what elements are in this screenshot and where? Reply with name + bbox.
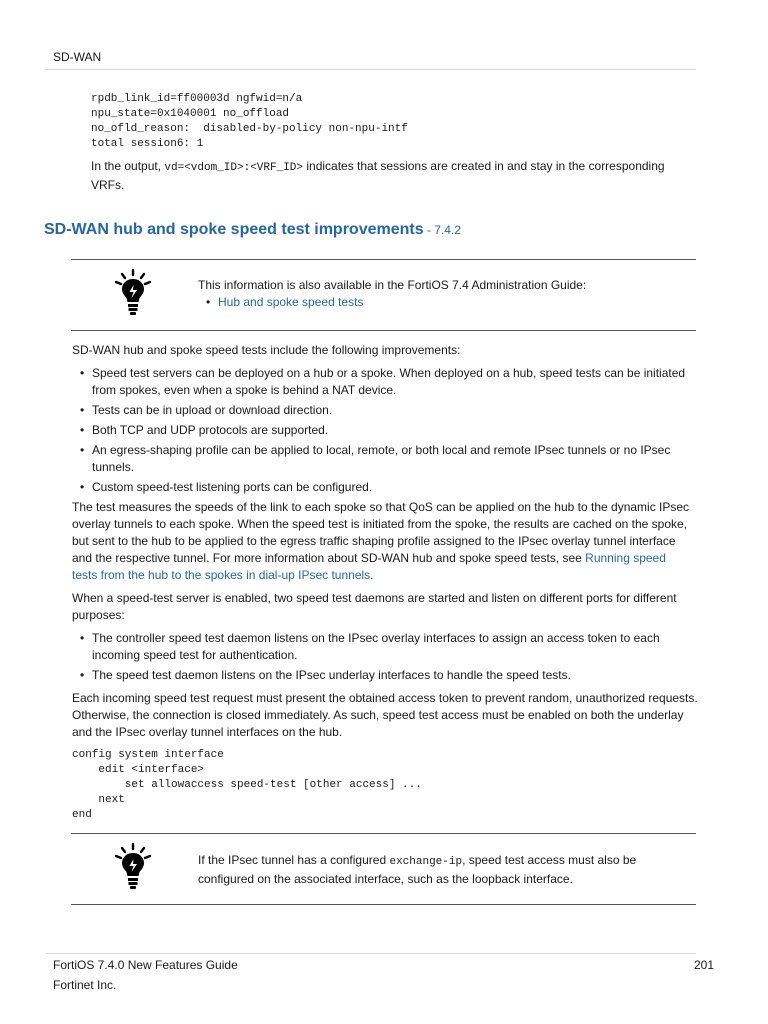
lightbulb-icon <box>113 842 153 892</box>
note2-pre: If the IPsec tunnel has a configured <box>198 853 390 867</box>
note2-bottom-rule <box>71 904 696 905</box>
list-item: • Custom speed-test listening ports can be configured. <box>72 479 690 496</box>
output-note-pre: In the output, <box>91 159 165 173</box>
section-title: SD-WAN hub and spoke speed test improvements <box>44 221 424 238</box>
output-note-post: indicates that sessions are created in and stay in the corresponding VRFs. <box>91 159 665 192</box>
header-rule <box>46 69 696 70</box>
config-code-block: config system interface edit <interface> set allowaccess speed-test [other access] ... next end <box>72 749 422 821</box>
note2-text <box>198 852 668 888</box>
note1-body <box>198 277 678 314</box>
note1-top-rule <box>71 259 696 260</box>
intro-text: SD-WAN hub and spoke speed tests include the following improvements: <box>72 343 461 357</box>
token-paragraph: Each incoming speed test request must present the obtained access token to prevent random, unauthorized requests. Otherwise, the connection is closed immediately. As such, speed test access must be enabled on both the underlay and the IPsec overlay tunnel interfaces on the hub. <box>72 691 698 739</box>
output-note <box>91 158 681 194</box>
output-note-code: vd=<vdom_ID>:<VRF_ID> <box>164 162 304 174</box>
list-item: • An egress-shaping profile can be applied to local, remote, or both local and remote IPsec tunnels or no IPsec tunnels. <box>72 442 690 476</box>
list-item: • Speed test servers can be deployed on a hub or a spoke. When deployed on a hub, speed tests can be initiated from spokes, even when a spoke is behind a NAT device. <box>72 365 690 399</box>
note1-link[interactable]: Hub and spoke speed tests <box>218 295 364 309</box>
list-item: • Both TCP and UDP protocols are supported. <box>72 422 690 439</box>
measure-paragraph <box>72 499 694 584</box>
list-item: • The speed test daemon listens on the IPsec underlay interfaces to handle the speed tests. <box>72 667 690 684</box>
footer-rule <box>46 953 696 954</box>
measure-text: The test measures the speeds of the link to each spoke so that QoS can be applied on the hub to the dynamic IPsec overlay tunnels to each spoke. When the speed test is initiated from the spoke, the results are cached on the spoke, but sent to the hub to be applied to the egress traffic shaping profile assigned to the IPsec overlay tunnel interface and the respective tunnel. For more information about SD-WAN hub and spoke speed tests, see <box>72 500 690 565</box>
list-item: • The controller speed test daemon listens on the IPsec overlay interfaces to assign an access token to each incoming speed test for authentication. <box>72 630 690 664</box>
note2-top-rule <box>71 833 696 834</box>
footer-guide-title: FortiOS 7.4.0 New Features Guide <box>53 958 238 972</box>
note1-text: This information is also available in the FortiOS 7.4 Administration Guide: <box>198 278 587 292</box>
section-version: - 7.4.2 <box>426 223 461 237</box>
footer-company: Fortinet Inc. <box>53 978 117 992</box>
note2-post: , speed test access must also be configured on the associated interface, such as the loopback interface. <box>198 853 637 886</box>
note1-list-item <box>198 294 678 311</box>
lightbulb-icon <box>113 268 153 318</box>
running-header: SD-WAN <box>53 50 102 64</box>
measure-end: . <box>370 568 374 582</box>
daemons-list <box>72 630 690 687</box>
section-heading <box>44 220 724 240</box>
list-item: • Tests can be in upload or download direction. <box>72 402 690 419</box>
footer-page-number: 201 <box>693 958 714 972</box>
improvements-list <box>72 365 690 499</box>
speed-tests-dialup-link[interactable]: Running speed tests from the hub to the spokes in dial-up IPsec tunnels <box>72 551 666 582</box>
note2-code: exchange-ip <box>389 856 463 868</box>
code-output-block: rpdb_link_id=ff00003d ngfwid=n/a npu_state=0x1040001 no_offload no_ofld_reason: disabled-by-policy non-npu-intf total session6: 1 <box>91 93 408 150</box>
server-paragraph: When a speed-test server is enabled, two speed test daemons are started and listen on different ports for different purposes: <box>72 591 677 622</box>
note1-bottom-rule <box>71 330 696 331</box>
